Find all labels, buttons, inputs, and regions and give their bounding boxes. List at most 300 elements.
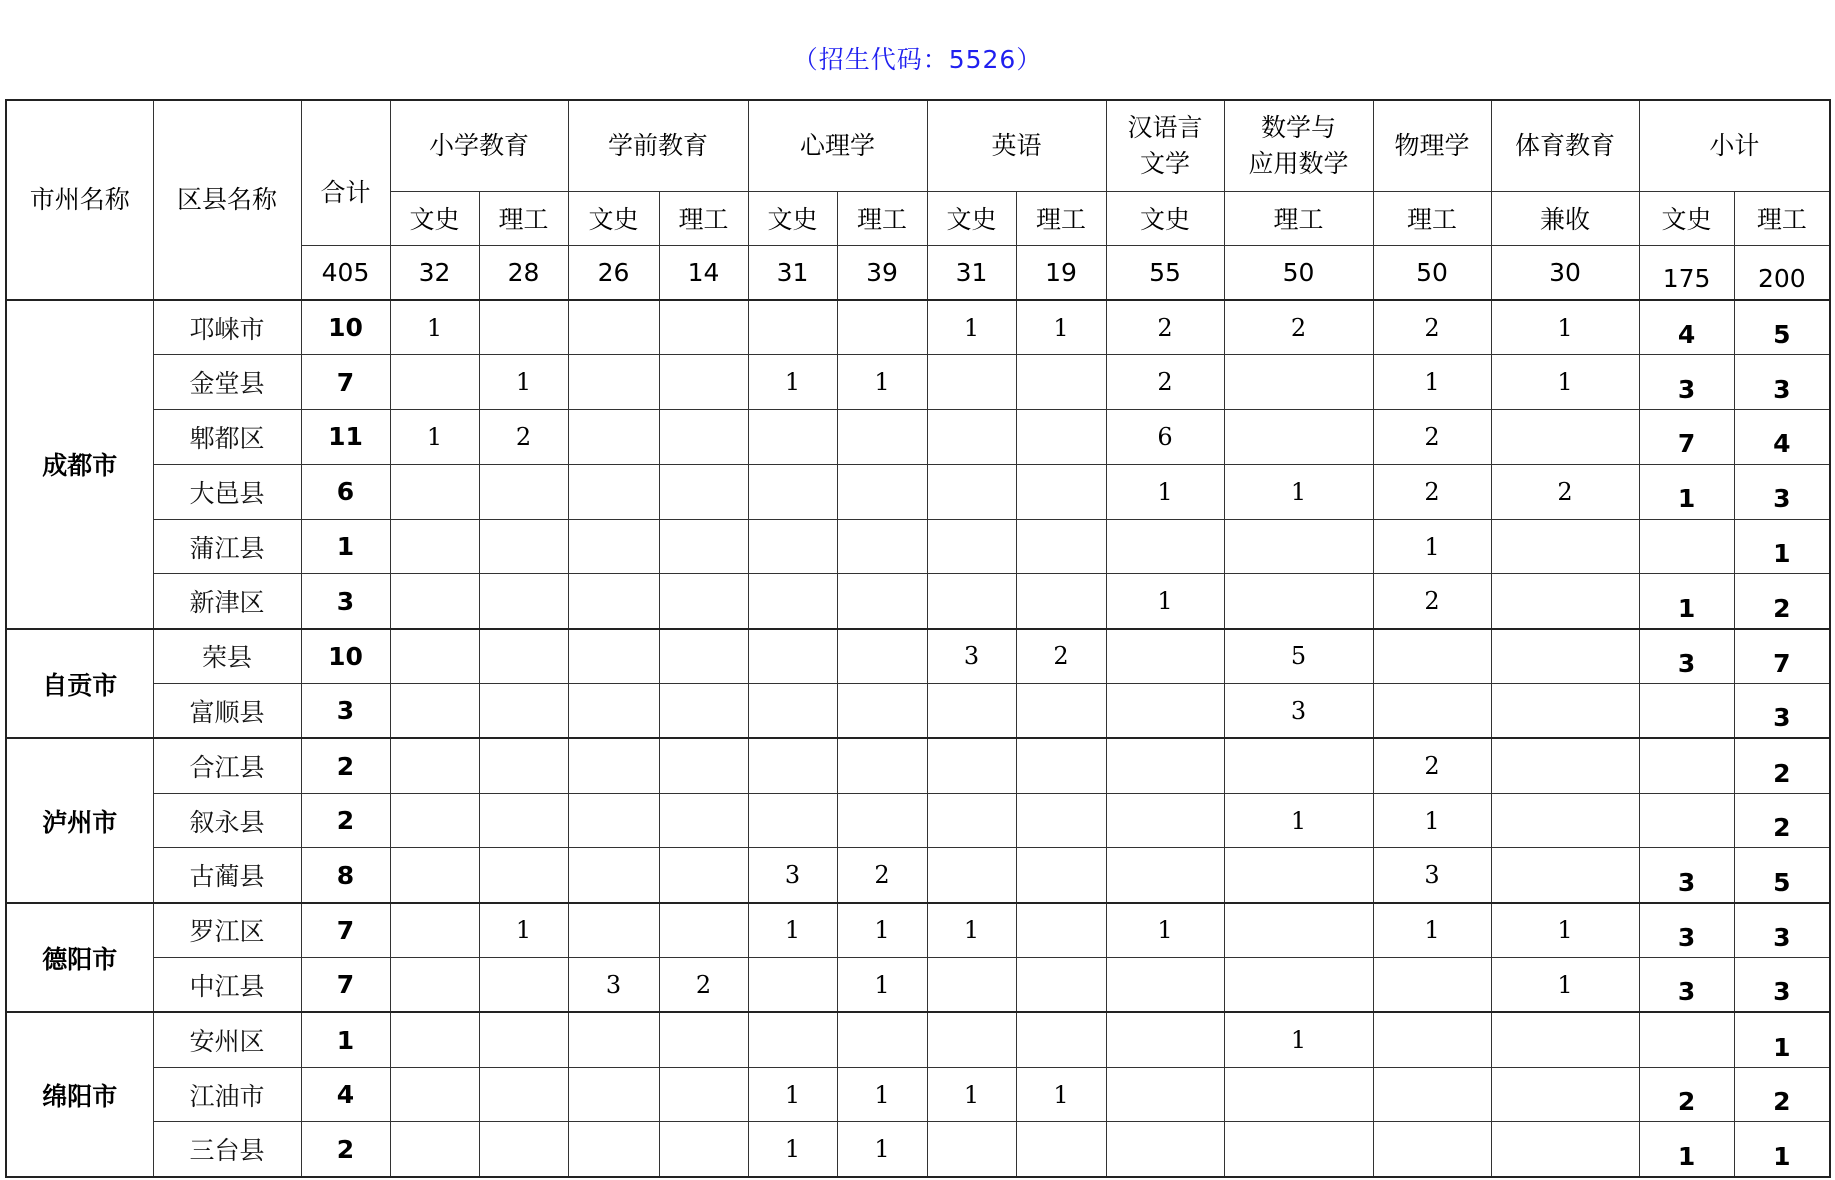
quota-cell — [748, 410, 837, 465]
quota-cell — [1491, 629, 1639, 684]
quota-cell: 1 — [748, 1067, 837, 1122]
quota-cell — [1491, 684, 1639, 739]
quota-cell — [1491, 793, 1639, 848]
district-name: 金堂县 — [153, 355, 301, 410]
quota-cell — [1016, 574, 1106, 629]
quota-cell — [390, 629, 479, 684]
table-row — [6, 410, 1830, 465]
quota-cell: 1 — [1016, 1067, 1106, 1122]
header-quota: 14 — [659, 245, 748, 300]
quota-cell: 1 — [837, 958, 927, 1013]
quota-cell — [1224, 848, 1373, 903]
quota-cell — [568, 519, 659, 574]
subtotal-cell — [1639, 1012, 1734, 1067]
quota-cell: 1 — [927, 1067, 1016, 1122]
quota-cell — [748, 574, 837, 629]
quota-cell — [837, 629, 927, 684]
district-name: 罗江区 — [153, 903, 301, 958]
quota-cell — [748, 1012, 837, 1067]
table-row — [6, 684, 1830, 739]
quota-cell — [659, 629, 748, 684]
district-total: 7 — [301, 903, 390, 958]
quota-cell — [837, 1012, 927, 1067]
district-total: 4 — [301, 1067, 390, 1122]
quota-cell — [1016, 464, 1106, 519]
quota-cell — [1106, 684, 1224, 739]
quota-cell — [1373, 629, 1491, 684]
quota-cell: 2 — [1224, 300, 1373, 355]
enrollment-plan-table — [5, 99, 1831, 1178]
quota-cell — [1224, 355, 1373, 410]
quota-cell — [927, 464, 1016, 519]
quota-cell: 1 — [837, 1122, 927, 1177]
quota-cell — [1373, 958, 1491, 1013]
district-name: 三台县 — [153, 1122, 301, 1177]
quota-cell — [1491, 410, 1639, 465]
quota-cell: 1 — [1373, 793, 1491, 848]
quota-cell — [927, 574, 1016, 629]
quota-cell — [1106, 958, 1224, 1013]
header-subtype: 文史 — [748, 191, 837, 245]
subtotal-cell: 7 — [1639, 410, 1734, 465]
quota-cell — [390, 903, 479, 958]
quota-cell: 1 — [1106, 574, 1224, 629]
quota-cell — [659, 684, 748, 739]
quota-cell — [1016, 410, 1106, 465]
header-subtype: 兼收 — [1491, 191, 1639, 245]
subtotal-cell: 2 — [1734, 574, 1830, 629]
header-subtype: 理工 — [1734, 191, 1830, 245]
quota-cell: 1 — [1224, 464, 1373, 519]
quota-cell — [748, 629, 837, 684]
header-major: 物理学 — [1373, 100, 1491, 191]
header-major: 小计 — [1639, 100, 1830, 191]
quota-cell — [837, 464, 927, 519]
district-name: 蒲江县 — [153, 519, 301, 574]
header-city: 市州名称 — [6, 100, 153, 300]
city-name: 绵阳市 — [6, 1012, 153, 1176]
quota-cell — [1373, 1122, 1491, 1177]
quota-cell — [479, 1067, 568, 1122]
district-name: 古蔺县 — [153, 848, 301, 903]
district-name: 中江县 — [153, 958, 301, 1013]
quota-cell — [748, 300, 837, 355]
quota-cell — [390, 738, 479, 793]
quota-cell: 1 — [837, 903, 927, 958]
header-subtype: 理工 — [479, 191, 568, 245]
city-name: 自贡市 — [6, 629, 153, 739]
quota-cell — [927, 684, 1016, 739]
quota-cell — [568, 903, 659, 958]
quota-cell — [1016, 848, 1106, 903]
quota-cell — [390, 574, 479, 629]
district-total: 10 — [301, 300, 390, 355]
district-total: 1 — [301, 1012, 390, 1067]
quota-cell — [748, 738, 837, 793]
header-subtype: 理工 — [1016, 191, 1106, 245]
quota-cell — [390, 793, 479, 848]
quota-cell — [1016, 1122, 1106, 1177]
quota-cell — [1491, 519, 1639, 574]
quota-cell — [1016, 355, 1106, 410]
quota-cell: 1 — [1016, 300, 1106, 355]
district-name: 邛崃市 — [153, 300, 301, 355]
quota-cell: 2 — [1491, 464, 1639, 519]
quota-cell: 1 — [748, 903, 837, 958]
quota-cell: 5 — [1224, 629, 1373, 684]
quota-cell — [479, 574, 568, 629]
quota-cell — [1491, 1122, 1639, 1177]
quota-cell: 2 — [659, 958, 748, 1013]
quota-cell — [479, 1122, 568, 1177]
subtotal-cell: 3 — [1639, 958, 1734, 1013]
quota-cell — [659, 519, 748, 574]
quota-cell — [1373, 1012, 1491, 1067]
quota-cell — [837, 300, 927, 355]
quota-cell — [479, 793, 568, 848]
header-subtype: 文史 — [927, 191, 1016, 245]
quota-cell — [568, 355, 659, 410]
header-subtype: 理工 — [837, 191, 927, 245]
subtotal-cell: 3 — [1734, 958, 1830, 1013]
quota-cell: 6 — [1106, 410, 1224, 465]
header-subtype: 理工 — [1224, 191, 1373, 245]
quota-cell — [837, 410, 927, 465]
subtotal-cell: 1 — [1639, 574, 1734, 629]
quota-cell — [390, 1067, 479, 1122]
quota-cell — [568, 1012, 659, 1067]
quota-cell: 2 — [1373, 738, 1491, 793]
subtotal-cell: 3 — [1734, 355, 1830, 410]
district-name: 叙永县 — [153, 793, 301, 848]
quota-cell — [659, 410, 748, 465]
quota-cell: 1 — [479, 355, 568, 410]
table-row — [6, 738, 1830, 793]
quota-cell — [1224, 958, 1373, 1013]
quota-cell: 1 — [1106, 464, 1224, 519]
quota-cell: 2 — [1373, 574, 1491, 629]
quota-cell: 1 — [1373, 903, 1491, 958]
district-total: 3 — [301, 684, 390, 739]
district-name: 大邑县 — [153, 464, 301, 519]
quota-cell — [1491, 738, 1639, 793]
quota-cell — [1016, 738, 1106, 793]
quota-cell — [837, 574, 927, 629]
table-row — [6, 1067, 1830, 1122]
quota-cell — [479, 464, 568, 519]
subtotal-cell — [1639, 793, 1734, 848]
header-subtype: 文史 — [1639, 191, 1734, 245]
quota-cell — [927, 958, 1016, 1013]
quota-cell — [1106, 1122, 1224, 1177]
quota-cell — [479, 738, 568, 793]
quota-cell — [1224, 410, 1373, 465]
quota-cell — [1224, 1067, 1373, 1122]
quota-cell — [479, 1012, 568, 1067]
district-name: 合江县 — [153, 738, 301, 793]
quota-cell: 2 — [479, 410, 568, 465]
header-quota: 405 — [301, 245, 390, 300]
quota-cell — [568, 629, 659, 684]
quota-cell: 2 — [837, 848, 927, 903]
quota-cell — [568, 300, 659, 355]
header-quota: 55 — [1106, 245, 1224, 300]
district-total: 3 — [301, 574, 390, 629]
quota-cell — [659, 738, 748, 793]
quota-cell — [390, 1012, 479, 1067]
district-total: 8 — [301, 848, 390, 903]
quota-cell — [568, 1122, 659, 1177]
subtotal-cell: 2 — [1734, 1067, 1830, 1122]
header-quota: 39 — [837, 245, 927, 300]
quota-cell — [927, 355, 1016, 410]
quota-cell — [659, 848, 748, 903]
city-name: 泸州市 — [6, 738, 153, 902]
quota-cell: 1 — [1491, 903, 1639, 958]
quota-cell — [927, 1012, 1016, 1067]
header-major: 体育教育 — [1491, 100, 1639, 191]
quota-cell: 1 — [1373, 519, 1491, 574]
subtotal-cell — [1639, 684, 1734, 739]
district-total: 11 — [301, 410, 390, 465]
quota-cell: 1 — [1373, 355, 1491, 410]
header-row-majors — [6, 100, 1830, 191]
quota-cell — [1106, 1067, 1224, 1122]
quota-cell — [390, 355, 479, 410]
header-subtype: 理工 — [1373, 191, 1491, 245]
quota-cell — [390, 684, 479, 739]
subtotal-cell: 3 — [1639, 355, 1734, 410]
header-quota: 32 — [390, 245, 479, 300]
district-total: 2 — [301, 1122, 390, 1177]
subtotal-cell: 5 — [1734, 848, 1830, 903]
subtotal-cell: 5 — [1734, 300, 1830, 355]
district-total: 7 — [301, 958, 390, 1013]
table-row — [6, 793, 1830, 848]
quota-cell — [479, 848, 568, 903]
table-row — [6, 1122, 1830, 1177]
quota-cell — [748, 958, 837, 1013]
header-major: 数学与 应用数学 — [1224, 100, 1373, 191]
quota-cell: 1 — [1491, 355, 1639, 410]
quota-cell — [479, 684, 568, 739]
quota-cell — [568, 574, 659, 629]
header-quota: 175 — [1639, 245, 1734, 300]
table-row — [6, 355, 1830, 410]
quota-cell — [1373, 1067, 1491, 1122]
subtotal-cell: 2 — [1639, 1067, 1734, 1122]
table-row — [6, 848, 1830, 903]
quota-cell: 1 — [479, 903, 568, 958]
quota-cell — [1106, 793, 1224, 848]
quota-cell — [479, 300, 568, 355]
header-quota: 50 — [1224, 245, 1373, 300]
quota-cell — [1106, 738, 1224, 793]
table-row — [6, 574, 1830, 629]
quota-cell: 3 — [927, 629, 1016, 684]
quota-cell: 3 — [748, 848, 837, 903]
quota-cell — [1106, 629, 1224, 684]
quota-cell — [659, 793, 748, 848]
quota-cell — [927, 410, 1016, 465]
quota-cell: 2 — [1373, 410, 1491, 465]
quota-cell — [568, 464, 659, 519]
header-subtype: 理工 — [659, 191, 748, 245]
quota-cell: 1 — [390, 410, 479, 465]
quota-cell — [659, 300, 748, 355]
quota-cell — [748, 464, 837, 519]
quota-cell — [748, 519, 837, 574]
district-name: 郫都区 — [153, 410, 301, 465]
quota-cell — [748, 793, 837, 848]
table-row — [6, 958, 1830, 1013]
header-major: 英语 — [927, 100, 1106, 191]
quota-cell: 1 — [1224, 793, 1373, 848]
district-name: 安州区 — [153, 1012, 301, 1067]
district-total: 10 — [301, 629, 390, 684]
header-subtype: 文史 — [568, 191, 659, 245]
quota-cell — [659, 1067, 748, 1122]
district-total: 1 — [301, 519, 390, 574]
quota-cell — [659, 464, 748, 519]
header-quota: 50 — [1373, 245, 1491, 300]
district-total: 2 — [301, 793, 390, 848]
quota-cell: 3 — [568, 958, 659, 1013]
quota-cell — [479, 958, 568, 1013]
quota-cell: 2 — [1106, 355, 1224, 410]
quota-cell — [1016, 903, 1106, 958]
table-row — [6, 1012, 1830, 1067]
quota-cell — [659, 574, 748, 629]
quota-cell — [748, 684, 837, 739]
quota-cell — [927, 793, 1016, 848]
quota-cell — [659, 1012, 748, 1067]
district-total: 7 — [301, 355, 390, 410]
subtotal-cell — [1639, 738, 1734, 793]
quota-cell: 1 — [1224, 1012, 1373, 1067]
quota-cell — [927, 738, 1016, 793]
subtotal-cell: 7 — [1734, 629, 1830, 684]
quota-cell — [1106, 848, 1224, 903]
subtotal-cell: 3 — [1734, 464, 1830, 519]
quota-cell — [1491, 1012, 1639, 1067]
enrollment-code-title: （招生代码：5526） — [792, 45, 1043, 74]
quota-cell: 1 — [748, 1122, 837, 1177]
subtotal-cell: 2 — [1734, 793, 1830, 848]
quota-cell — [1106, 519, 1224, 574]
header-major: 汉语言 文学 — [1106, 100, 1224, 191]
quota-cell — [927, 519, 1016, 574]
district-name: 荣县 — [153, 629, 301, 684]
quota-cell — [568, 848, 659, 903]
header-quota: 19 — [1016, 245, 1106, 300]
header-district: 区县名称 — [153, 100, 301, 300]
quota-cell — [927, 1122, 1016, 1177]
quota-cell — [927, 848, 1016, 903]
quota-cell — [568, 684, 659, 739]
quota-cell — [568, 738, 659, 793]
header-total: 合计 — [301, 100, 390, 245]
quota-cell: 2 — [1373, 300, 1491, 355]
quota-cell — [568, 1067, 659, 1122]
quota-cell — [568, 410, 659, 465]
quota-cell — [1016, 519, 1106, 574]
quota-cell — [390, 958, 479, 1013]
quota-cell: 1 — [1491, 300, 1639, 355]
quota-cell — [479, 519, 568, 574]
quota-cell — [837, 684, 927, 739]
district-name: 富顺县 — [153, 684, 301, 739]
quota-cell: 1 — [837, 1067, 927, 1122]
subtotal-cell: 1 — [1639, 464, 1734, 519]
subtotal-cell: 3 — [1734, 903, 1830, 958]
district-name: 江油市 — [153, 1067, 301, 1122]
quota-cell — [659, 1122, 748, 1177]
header-major: 小学教育 — [390, 100, 568, 191]
quota-cell — [1106, 1012, 1224, 1067]
quota-cell — [659, 903, 748, 958]
header-subtype: 文史 — [1106, 191, 1224, 245]
city-name: 德阳市 — [6, 903, 153, 1013]
subtotal-cell: 3 — [1639, 848, 1734, 903]
quota-cell — [1224, 903, 1373, 958]
quota-cell: 1 — [1106, 903, 1224, 958]
table-row — [6, 629, 1830, 684]
header-major: 心理学 — [748, 100, 927, 191]
quota-cell — [390, 1122, 479, 1177]
quota-cell: 1 — [1491, 958, 1639, 1013]
subtotal-cell: 3 — [1639, 629, 1734, 684]
header-quota: 31 — [927, 245, 1016, 300]
subtotal-cell: 1 — [1639, 1122, 1734, 1177]
header-quota: 28 — [479, 245, 568, 300]
quota-cell — [568, 793, 659, 848]
table-row — [6, 300, 1830, 355]
quota-cell — [1373, 684, 1491, 739]
quota-cell — [1491, 1067, 1639, 1122]
quota-cell: 2 — [1016, 629, 1106, 684]
quota-cell: 2 — [1106, 300, 1224, 355]
header-quota: 200 — [1734, 245, 1830, 300]
quota-cell — [1224, 738, 1373, 793]
subtotal-cell: 3 — [1734, 684, 1830, 739]
quota-cell: 1 — [748, 355, 837, 410]
quota-cell — [837, 738, 927, 793]
subtotal-cell: 1 — [1734, 1012, 1830, 1067]
city-name: 成都市 — [6, 300, 153, 629]
quota-cell — [390, 848, 479, 903]
table-row — [6, 519, 1830, 574]
subtotal-cell: 2 — [1734, 738, 1830, 793]
quota-cell: 1 — [837, 355, 927, 410]
quota-cell — [390, 464, 479, 519]
district-name: 新津区 — [153, 574, 301, 629]
subtotal-cell: 3 — [1639, 903, 1734, 958]
quota-cell — [1224, 574, 1373, 629]
table-row — [6, 464, 1830, 519]
quota-cell: 2 — [1373, 464, 1491, 519]
quota-cell — [659, 355, 748, 410]
quota-cell — [390, 519, 479, 574]
quota-cell: 3 — [1224, 684, 1373, 739]
quota-cell — [1016, 684, 1106, 739]
quota-cell — [1224, 519, 1373, 574]
quota-cell — [1016, 958, 1106, 1013]
header-quota: 31 — [748, 245, 837, 300]
subtotal-cell: 1 — [1734, 519, 1830, 574]
quota-cell — [479, 629, 568, 684]
quota-cell — [1016, 793, 1106, 848]
